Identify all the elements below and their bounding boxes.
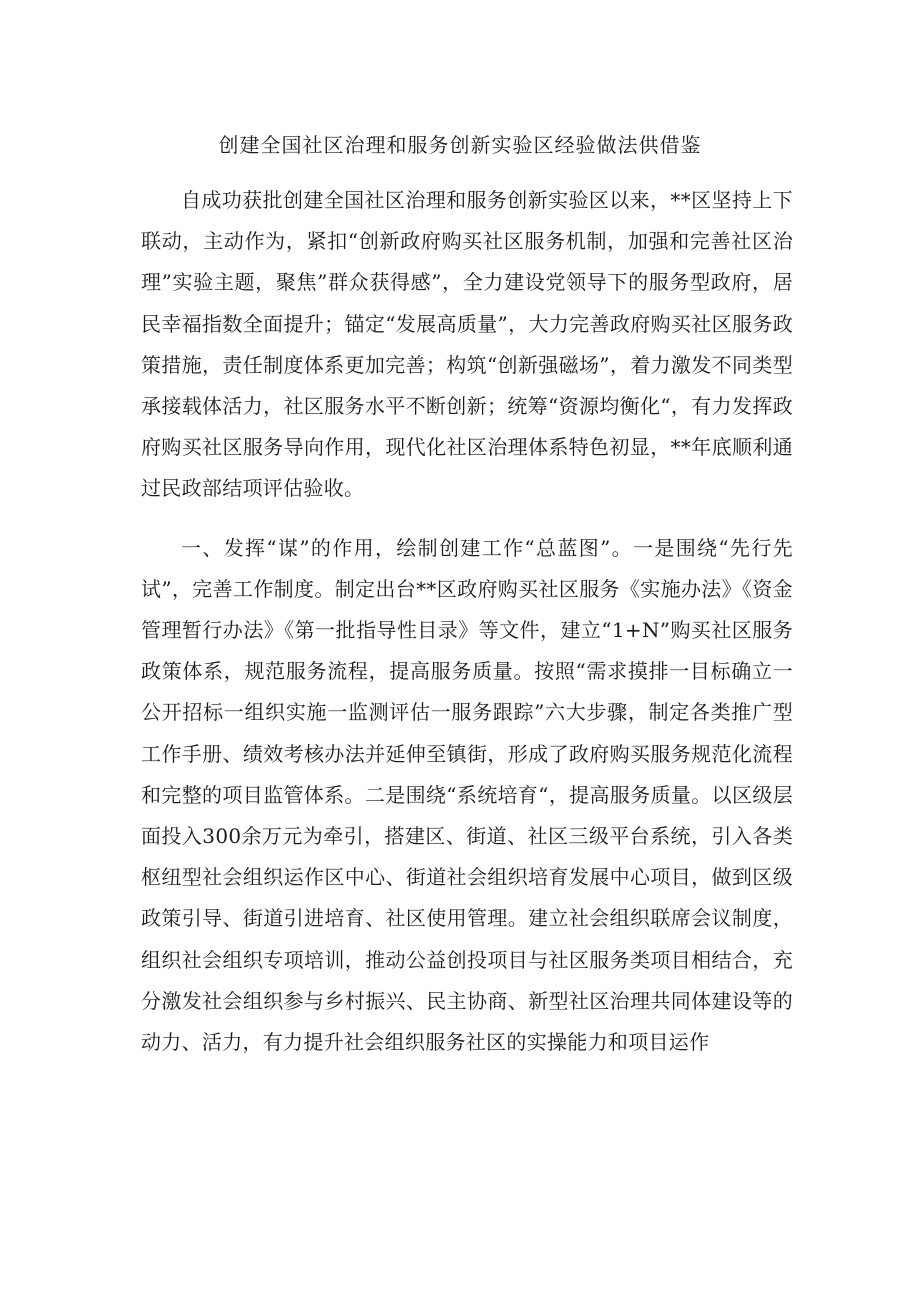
document-body [141,180,793,1081]
paragraph-intro: 自成功获批创建全国社区治理和服务创新实验区以来，**区坚持上下联动，主动作为，紧扣“创新政府购买社区服务机制，加强和完善社区治理”实验主题，聚焦”群众获得感”，全力建设党领导下的服务型政府，居民幸福指数全面提升；锚定“发展高质量”，大力完善政府购买社区服务政策措施，责任制度体系更加完善；构筑“创新强磁场”，着力激发不同类型承接载体活力，社区服务水平不断创新；统筹“资源均衡化“，有力发挥政府购买社区服务导向作用，现代化社区治理体系特色初显，**年底顺利通过民政部结项评估验收。 [141,188,793,501]
document-title: 创建全国社区治理和服务创新实验区经验做法供借鉴 [218,133,702,157]
paragraph-section-one: 一、发挥“谋”的作用，绘制创建工作“总蓝图”。一是围绕“先行先试”，完善工作制度。制定出台**区政府购买社区服务《实施办法》《资金管理暂行办法》《第一批指导性目录》等文件，建立“1+N”购买社区服务政策体系，规范服务流程，提高服务质量。按照“需求摸排一目标确立一公开招标一组织实施一监测评估一服务跟踪”六大步骤，制定各类推广型工作手册、绩效考核办法并延伸至镇街，形成了政府购买服务规范化流程和完整的项目监管体系。二是围绕“系统培育“，提高服务质量。以区级层面投入300余万元为牵引，搭建区、街道、社区三级平台系统，引入各类枢纽型社会组织运作区中心、街道社会组织培育发展中心项目，做到区级政策引导、街道引进培育、社区使用管理。建立社会组织联席会议制度，组织社会组织专项培训，推动公益创投项目与社区服务类项目相结合，充分激发社会组织参与乡村振兴、民主协商、新型社区治理共同体建设等的动力、活力，有力提升社会组织服务社区的实操能力和项目运作 [141,535,793,1055]
